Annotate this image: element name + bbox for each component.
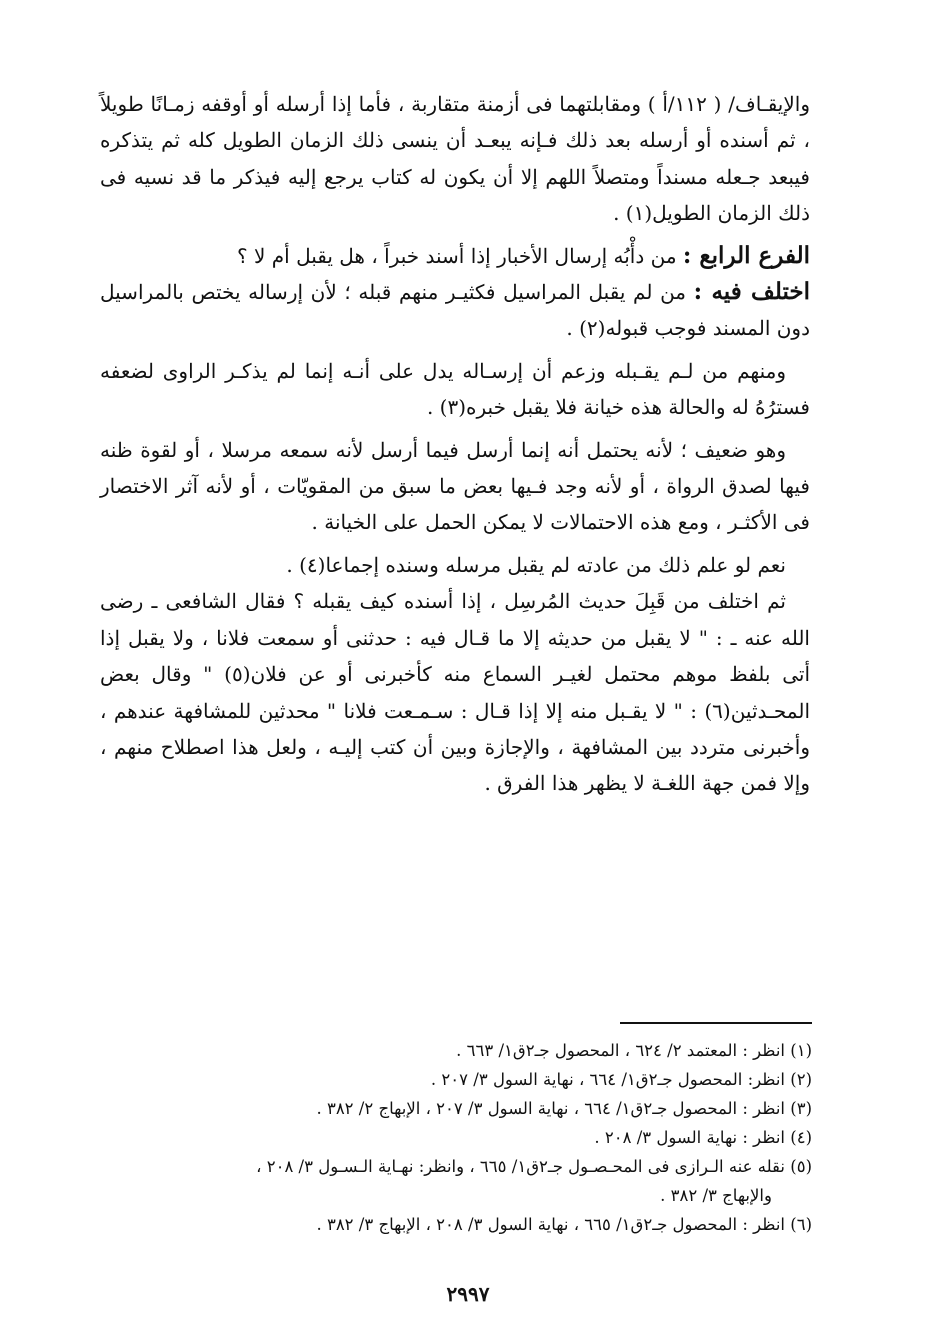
footnote-6: (٦) انظر : المحصول جـ٢ق١/ ٦٦٥ ، نهاية السول ٣/ ٢٠٨ ، الإبهاج ٣/ ٣٨٢ . (316, 1215, 812, 1234)
disagreement-text: من لم يقبل المراسيل فكثيـر منهم قبله ؛ لأن إرساله يختص بالمراسيل دون المسند فوجب قبوله(٢) . (100, 280, 810, 341)
main-text (100, 86, 810, 802)
footnote-4: (٤) انظر : نهاية السول ٣/ ٢٠٨ . (594, 1128, 812, 1147)
footnote-5: (٥) نقله عنه الـرازى فى المحـصـول جـ٢ق١/ ٦٦٥ ، وانظر: نهـاية الـسـول ٣/ ٢٠٨ ، (256, 1157, 812, 1176)
footnote-2: (٢) انظر: المحصول جـ٢ق١/ ٦٦٤ ، نهاية السول ٣/ ٢٠٧ . (430, 1070, 812, 1089)
paragraph-7: ثم اختلف من قَبِلَ حديث المُرسِل ، إذا أسنده كيف يقبله ؟ فقال الشافعى ـ رضى الله عنه ـ : " لا يقبل من حديثه إلا ما قـال فيه : حدثنى أو سمعت فلانا ، ولا يقبل إذا أتى بلفظ موهم محتمل لغيـر السماع منه كأخبرنى أو عن فلان(٥) " وقال بعض المحـدثين(٦) : " لا يقـبل منه إلا إذا قـال : سـمـعت فلانا " محدثين للمشافهة عندهم ، وأخبرنى متردد بين المشافهة ، والإجازة وبين أن كتب إليـه ، ولعل هذا اصطلاح منهم ، وإلا فمن جهة اللغـة لا يظهر هذا الفرق . (100, 589, 810, 796)
section-heading-term: الفرع الرابع : (682, 241, 810, 269)
disagreement-term: اختلف فيه : (693, 278, 810, 306)
paragraph-2 (100, 238, 810, 274)
footnote-divider (620, 1022, 812, 1024)
page-number: ٢٩٩٧ (446, 1282, 490, 1306)
paragraph-6: نعم لو علم ذلك من عادته لم يقبل مرسله وسنده إجماعا(٤) . (286, 552, 786, 577)
paragraph-4: ومنهم من لـم يقـبله وزعم أن إرسـاله يدل على أنـه إنما لم يذكـر الراوى لضعفه فسترُهُ له والحالة هذه خيانة فلا يقبل خبره(٣) . (100, 358, 810, 420)
footnote-3: (٣) انظر : المحصول جـ٢ق١/ ٦٦٤ ، نهاية السول ٣/ ٢٠٧ ، الإبهاج ٢/ ٣٨٢ . (316, 1099, 812, 1118)
paragraph-5: وهو ضعيف ؛ لأنه يحتمل أنه إنما أرسل فيما أرسل لأنه سمعه مرسلا ، أو لقوة ظنه فيها لصدق الرواة ، أو لأنه وجد فـيها بعض ما سبق من المقويّات ، أو لأنه آثر الاختصار فى الأكثـر ، ومع هذه الاحتمالات لا يمكن الحمل على الخيانة . (100, 437, 810, 535)
paragraph-1: والإيقـاف/ ( ١١٢/أ ) ومقابلتهما فى أزمنة متقاربة ، فأما إذا أرسله أو أوقفه زمـانًا طويلاً ، ثم أسنده أو أرسله بعد ذلك فـإنه يبعـد أن ينسى ذلك الزمان الطويل كله ثم يتذكره فيبعد جـعله مسنداً ومتصلاً اللهم إلا أن يكون له كتاب يرجع إليه فيذكر ما قد نسيه فى ذلك الزمان الطويل(١) . (100, 92, 810, 226)
section-heading-text: من دأْبُه إرسال الأخبار إذا أسند خبراً ، هل يقبل أم لا ؟ (237, 243, 683, 268)
paragraph-3 (100, 274, 810, 347)
footnotes (100, 1036, 812, 1239)
footnote-1: (١) انظر : المعتمد ٢/ ٦٢٤ ، المحصول جـ٢ق١/ ٦٦٣ . (456, 1041, 812, 1060)
footnote-5-continued: والإبهاج ٣/ ٣٨٢ . (660, 1186, 772, 1205)
